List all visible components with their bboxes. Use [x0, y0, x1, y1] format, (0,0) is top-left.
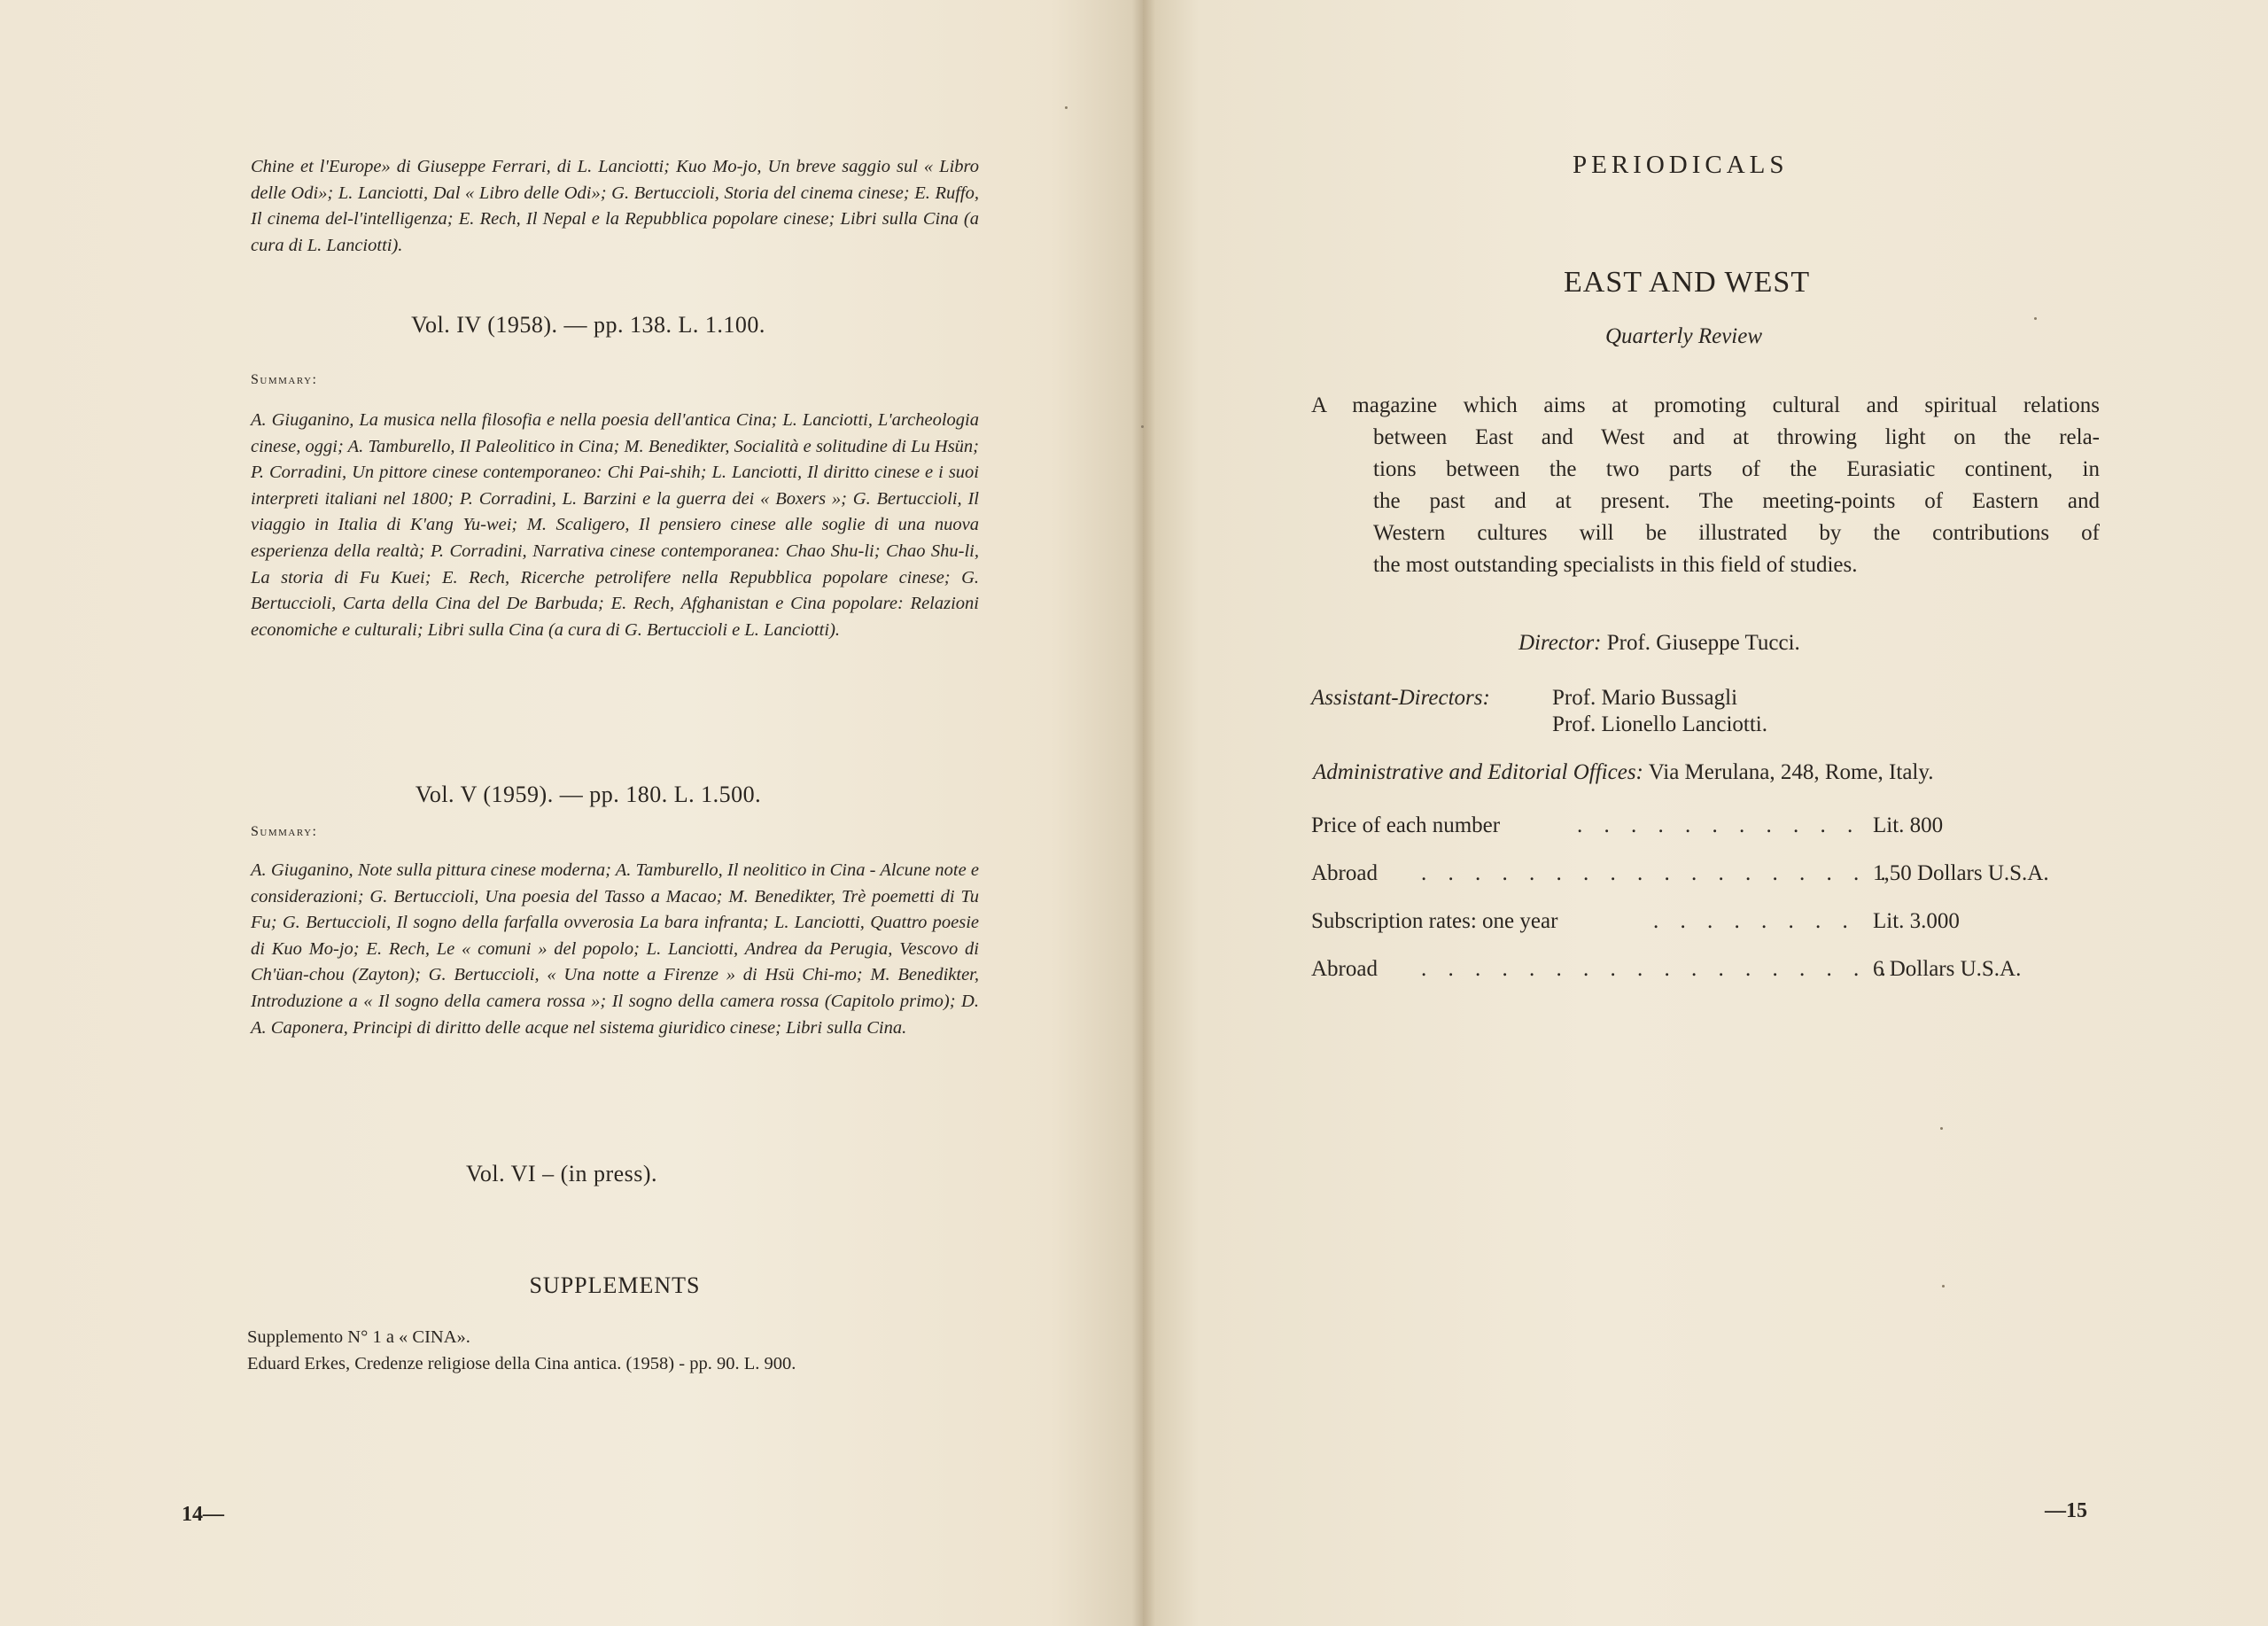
- summary-label-vol-v: Summary:: [251, 824, 318, 839]
- price-label: Subscription rates: one year: [1311, 909, 1558, 933]
- magazine-description: [1311, 390, 2100, 581]
- vol-iv-summary: A. Giuganino, La musica nella filosofia e nella poesia dell'antica Cina; L. Lanciotti, L'archeologia cinese, oggi; A. Tamburello, Il Paleolitico in Cina; M. Benedikter, Socialità e solitudine di Lu Hsün; P. Corradini, Un pittore cinese contemporaneo: Chi Pai-shih; L. Lanciotti, Il diritto cinese e i suoi interpreti italiani nel 1800; P. Corradini, L. Barzini e la guerra dei « Boxers »; G. Bertuccioli, Il viaggio in Italia di K'ang Yu-wei; M. Scaligero, Il pensiero cinese alle soglie di una nuova esperienza della realtà; P. Corradini, Narrativa cinese contemporanea: Chao Shu-li; Chao Shu-li, La storia di Fu Kuei; E. Rech, Ricerche petrolifere nella Repubblica popolare cinese; G. Bertuccioli, Carta della Cina del De Barbuda; E. Rech, Afghanistan e Cina popolare: Relazioni economiche e culturali; Libri sulla Cina (a cura di G. Bertuccioli e L. Lanciotti).: [251, 410, 979, 640]
- offices-value: Via Merulana, 248, Rome, Italy.: [1648, 760, 1934, 784]
- price-label: Abroad: [1311, 861, 1378, 885]
- intro-paragraph: Chine et l'Europe» di Giuseppe Ferrari, di L. Lanciotti; Kuo Mo-jo, Un breve saggio sul « Libro delle Odi»; L. Lanciotti, Dal « Libro delle Odi»; G. Bertuccioli, Storia del cinema cinese; E. Ruffo, Il cinema del-l'intelligenza; E. Rech, Il Nepal e la Repubblica popolare cinese; Libri sulla Cina (a cura di L. Lanciotti).: [251, 157, 979, 255]
- book-gutter: [1132, 0, 1155, 1626]
- periodicals-heading: PERIODICALS: [1573, 151, 1789, 179]
- paper-speck: [2034, 317, 2037, 320]
- assistant-director-2: Prof. Lionello Lanciotti.: [1552, 712, 1768, 736]
- magazine-subtitle: Quarterly Review: [1605, 324, 1763, 348]
- price-leader-dots: . . . . . . . .: [1653, 909, 1856, 933]
- price-leader-dots: . . . . . . . . . . .: [1577, 813, 1861, 837]
- supplement-line-1: Supplemento N° 1 a « CINA».: [247, 1327, 470, 1347]
- description-line: between East and West and at throwing light on the rela-: [1373, 425, 2100, 449]
- offices-label: Administrative and Editorial Offices:: [1313, 760, 1643, 784]
- price-leader-dots: . . . . . . . . . . . . . . . . . .: [1421, 957, 1894, 981]
- paper-speck: [1065, 106, 1068, 109]
- price-leader-dots: . . . . . . . . . . . . . . . . . .: [1421, 861, 1894, 885]
- paper-speck: [1940, 1127, 1943, 1130]
- magazine-title: EAST AND WEST: [1564, 266, 1811, 299]
- price-value: Lit. 3.000: [1873, 909, 1960, 933]
- page-number-left: 14—: [182, 1503, 224, 1526]
- price-value: Lit. 800: [1873, 813, 1944, 837]
- vol-vi-heading: Vol. VI – (in press).: [465, 1161, 658, 1186]
- description-line: the most outstanding specialists in this field of studies.: [1373, 553, 1858, 577]
- description-line: A magazine which aims at promoting cultural and spiritual relations: [1311, 393, 2100, 417]
- vol-v-summary: A. Giuganino, Note sulla pittura cinese moderna; A. Tamburello, Il neolitico in Cina - Alcune note e considerazioni; G. Bertuccioli, Una poesia del Tasso a Macao; M. Benedikter, Trè poemetti di Tu Fu; G. Bertuccioli, Il sogno della farfalla ovverosia La bara infranta; L. Lanciotti, Quattro poesie di Kuo Mo-jo; E. Rech, Le « comuni » del popolo; L. Lanciotti, Andrea da Perugia, Vescovo di Ch'üan-chou (Zayton); G. Bertuccioli, « Una notte a Firenze » di Hsü Chi-mo; M. Benedikter, Introduzione a « Il sogno della camera rossa »; Il sogno della camera rossa (Capitolo primo); D. A. Caponera, Principi di diritto delle acque nel sistema giuridico cinese; Libri sulla Cina.: [251, 860, 979, 1038]
- paper-speck: [1141, 425, 1144, 428]
- paper-speck: [1942, 1285, 1945, 1288]
- supplement-line-2: Eduard Erkes, Credenze religiose della Cina antica. (1958) - pp. 90. L. 900.: [247, 1354, 796, 1373]
- assistant-director-1: Prof. Mario Bussagli: [1552, 686, 1738, 710]
- offices-line: [1313, 760, 1934, 785]
- assistant-directors-label: Assistant-Directors:: [1311, 686, 1490, 710]
- price-value: 6 Dollars U.S.A.: [1873, 957, 2022, 981]
- director-line: [1518, 631, 1800, 656]
- vol-iv-heading: Vol. IV (1958). — pp. 138. L. 1.100.: [411, 312, 765, 338]
- page-number-right: —15: [2045, 1499, 2087, 1522]
- director-value: Prof. Giuseppe Tucci.: [1606, 631, 1800, 655]
- summary-label-vol-iv: Summary:: [251, 372, 318, 387]
- supplements-heading: SUPPLEMENTS: [529, 1272, 701, 1298]
- description-line: Western cultures will be illustrated by the contributions of: [1373, 521, 2100, 545]
- description-line: the past and at present. The meeting-points of Eastern and: [1373, 489, 2100, 513]
- price-label: Abroad: [1311, 957, 1378, 981]
- vol-v-heading: Vol. V (1959). — pp. 180. L. 1.500.: [415, 782, 762, 807]
- price-value: 1,50 Dollars U.S.A.: [1873, 861, 2049, 885]
- director-label: Director:: [1518, 631, 1602, 655]
- price-label: Price of each number: [1311, 813, 1501, 837]
- description-line: tions between the two parts of the Eurasiatic continent, in: [1373, 457, 2100, 481]
